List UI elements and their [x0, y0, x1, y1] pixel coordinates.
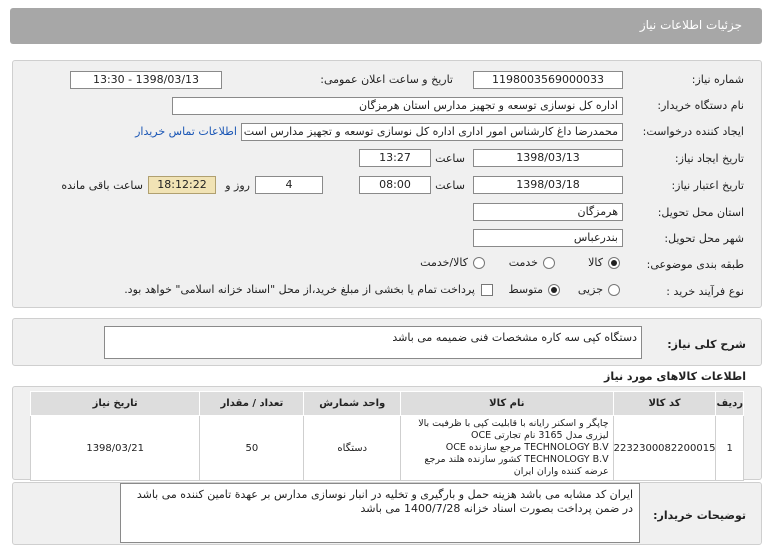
- process-label: نوع فرآیند خرید :: [666, 285, 744, 298]
- valid-time-field: 08:00: [359, 176, 431, 194]
- category-label: طبقه بندی موضوعی:: [646, 258, 744, 271]
- remaining-time-field: 18:12:22: [148, 176, 216, 194]
- valid-date-field: 1398/03/18: [473, 176, 623, 194]
- radio-both[interactable]: [473, 257, 485, 269]
- cell-code: 2232300082200015: [613, 416, 716, 481]
- table-row[interactable]: [31, 416, 744, 481]
- payment-option[interactable]: [124, 283, 493, 296]
- payment-note: پرداخت تمام یا بخشی از مبلغ خرید،از محل "اسناد خزانه اسلامی" خواهد بود.: [124, 283, 475, 296]
- page-header: [10, 8, 762, 44]
- category-option-service[interactable]: [509, 256, 555, 269]
- announce-field: 1398/03/13 - 13:30: [70, 71, 222, 89]
- process-medium-label: متوسط: [508, 283, 543, 296]
- province-field: هرمزگان: [473, 203, 623, 221]
- cell-name: چاپگر و اسکنر رایانه با قابلیت کپی با ظرفیت بالا لیزری مدل 3165 نام تجارتی OCE TECHNOLOGY B.V مرجع سازنده OCE TECHNOLOGY B.V کشور سازنده هلند مرجع عرضه کننده واران ایران: [401, 416, 614, 481]
- category-service-label: خدمت: [508, 256, 538, 269]
- cell-unit: دستگاه: [304, 416, 401, 481]
- items-table: [30, 391, 744, 481]
- notes-field: ایران کد مشابه می باشد هزینه حمل و بارگیری و تخلیه در انبار نوسازی مدارس بر عهدة تامین کننده می باشد در ضمن پرداخت بصورت اسناد خزانه 1400/7/28 می باشد: [120, 483, 640, 543]
- valid-time-label: ساعت: [435, 179, 465, 192]
- radio-minor[interactable]: [608, 284, 620, 296]
- summary-label: شرح کلی نیاز:: [667, 338, 746, 351]
- announce-label: تاریخ و ساعت اعلان عمومی:: [320, 73, 453, 86]
- created-date-label: تاریخ ایجاد نیاز:: [674, 152, 744, 165]
- process-option-minor[interactable]: [578, 283, 620, 296]
- process-minor-label: جزیی: [577, 283, 603, 296]
- days-field: 4: [255, 176, 323, 194]
- buyer-field: اداره کل نوسازی توسعه و تجهیز مدارس استان هرمزگان: [172, 97, 623, 115]
- buyer-label: نام دستگاه خریدار:: [657, 99, 744, 112]
- valid-date-label: تاریخ اعتبار نیاز:: [671, 179, 744, 192]
- summary-field: دستگاه کپی سه کاره مشخصات فنی ضمیمه می باشد: [104, 326, 642, 359]
- category-both-label: کالا/خدمت: [420, 256, 468, 269]
- cell-qty: 50: [200, 416, 304, 481]
- need-number-label: شماره نیاز:: [691, 73, 744, 86]
- created-time-field: 13:27: [359, 149, 431, 167]
- radio-medium[interactable]: [548, 284, 560, 296]
- col-name: نام کالا: [401, 392, 614, 416]
- province-label: استان محل تحویل:: [657, 206, 744, 219]
- requester-field: محمدرضا داغ کارشناس امور اداری اداره کل نوسازی توسعه و تجهیز مدارس است: [241, 123, 623, 141]
- contact-info-link[interactable]: اطلاعات تماس خریدار: [135, 125, 237, 138]
- col-code: کد کالا: [613, 392, 716, 416]
- days-label: روز و: [225, 179, 250, 192]
- category-option-both[interactable]: [420, 256, 485, 269]
- notes-label: توضیحات خریدار:: [653, 509, 746, 522]
- col-unit: واحد شمارش: [304, 392, 401, 416]
- col-row: ردیف: [716, 392, 744, 416]
- items-title: اطلاعات کالاهای مورد نیاز: [604, 370, 746, 383]
- city-label: شهر محل تحویل:: [664, 232, 744, 245]
- created-date-field: 1398/03/13: [473, 149, 623, 167]
- col-qty: تعداد / مقدار: [200, 392, 304, 416]
- remaining-label: ساعت باقی مانده: [61, 179, 143, 192]
- radio-service[interactable]: [543, 257, 555, 269]
- cell-date: 1398/03/21: [31, 416, 200, 481]
- cell-row: 1: [716, 416, 744, 481]
- col-date: تاریخ نیاز: [31, 392, 200, 416]
- need-number-field: 1198003569000033: [473, 71, 623, 89]
- payment-checkbox[interactable]: [481, 284, 493, 296]
- page-title: جزئیات اطلاعات نیاز: [639, 18, 742, 32]
- category-goods-label: کالا: [588, 256, 603, 269]
- requester-label: ایجاد کننده درخواست:: [642, 125, 744, 138]
- category-option-goods[interactable]: [588, 256, 620, 269]
- created-time-label: ساعت: [435, 152, 465, 165]
- radio-goods[interactable]: [608, 257, 620, 269]
- city-field: بندرعباس: [473, 229, 623, 247]
- process-option-medium[interactable]: [508, 283, 560, 296]
